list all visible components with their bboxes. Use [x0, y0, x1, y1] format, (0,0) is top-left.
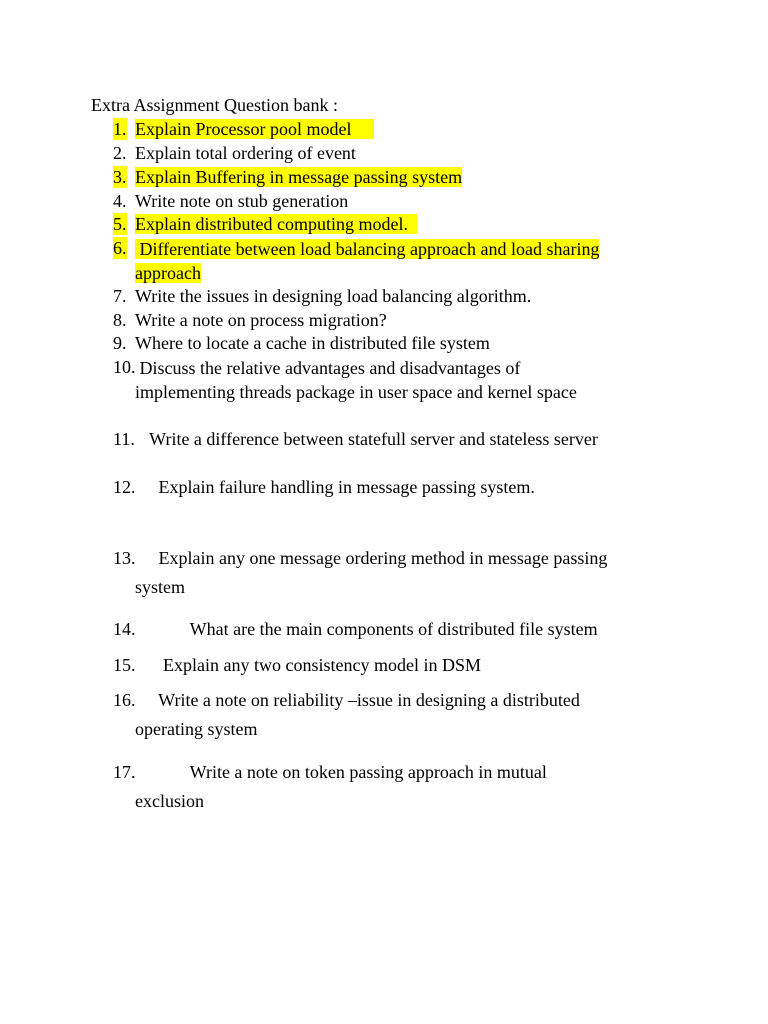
- question-item: [113, 618, 673, 640]
- question-number: 5.: [113, 214, 127, 234]
- question-item: [113, 654, 673, 676]
- question-text: Write the issues in designing load balancing algorithm.: [135, 286, 532, 306]
- question-number: 13.: [113, 548, 136, 568]
- question-item: [113, 356, 673, 404]
- question-number: 11.: [113, 429, 135, 449]
- question-number: 7.: [113, 286, 127, 306]
- question-item: [113, 118, 673, 140]
- question-item: [113, 142, 673, 164]
- question-item: [113, 190, 673, 212]
- question-text-continued: implementing threads package in user space and kernel space: [135, 382, 577, 402]
- question-text-continued: approach: [135, 263, 201, 283]
- document-title: Extra Assignment Question bank :: [91, 95, 338, 115]
- question-text: Explain any one message ordering method in message passing: [145, 548, 608, 568]
- question-item: [113, 237, 673, 285]
- question-text: Explain any two consistency model in DSM: [145, 655, 481, 675]
- question-number: 12.: [113, 477, 136, 497]
- question-text: What are the main components of distributed file system: [145, 619, 598, 639]
- question-text: Write a difference between statefull server and stateless server: [145, 429, 598, 449]
- question-item: [113, 213, 673, 235]
- question-item: [113, 166, 673, 188]
- question-text: Write note on stub generation: [135, 191, 349, 211]
- question-number: 17.: [113, 762, 136, 782]
- question-number: 10.: [113, 357, 136, 377]
- question-text: Explain failure handling in message passing system.: [145, 477, 535, 497]
- question-item: [113, 476, 673, 498]
- question-item: [113, 285, 673, 307]
- question-number: 3.: [113, 167, 127, 187]
- question-text: Write a note on reliability –issue in designing a distributed: [145, 690, 580, 710]
- question-number: 4.: [113, 191, 127, 211]
- question-text: Discuss the relative advantages and disadvantages of: [135, 358, 521, 378]
- question-text-continued: system: [135, 577, 186, 597]
- question-number: 9.: [113, 333, 127, 353]
- question-number: 2.: [113, 143, 127, 163]
- question-number: 16.: [113, 690, 136, 710]
- question-text: Where to locate a cache in distributed file system: [135, 333, 490, 353]
- question-number: 14.: [113, 619, 136, 639]
- question-number: 6.: [113, 238, 127, 258]
- question-item: [113, 309, 673, 331]
- question-text: Write a note on token passing approach in mutual: [145, 762, 547, 782]
- question-number: 1.: [113, 119, 127, 139]
- question-text: Explain distributed computing model.: [135, 214, 417, 234]
- question-item: [113, 547, 673, 605]
- question-text: Write a note on process migration?: [135, 310, 387, 330]
- question-text: Explain total ordering of event: [135, 143, 356, 163]
- question-item: [113, 761, 673, 819]
- question-text: Explain Buffering in message passing system: [135, 167, 463, 187]
- question-text: Explain Processor pool model: [135, 119, 374, 139]
- question-item: [113, 332, 673, 354]
- question-item: [113, 689, 673, 747]
- question-number: 8.: [113, 310, 127, 330]
- question-text-continued: exclusion: [135, 791, 204, 811]
- question-text-continued: operating system: [135, 719, 258, 739]
- question-number: 15.: [113, 655, 136, 675]
- question-item: [113, 428, 673, 450]
- question-text: Differentiate between load balancing approach and load sharing: [135, 239, 600, 259]
